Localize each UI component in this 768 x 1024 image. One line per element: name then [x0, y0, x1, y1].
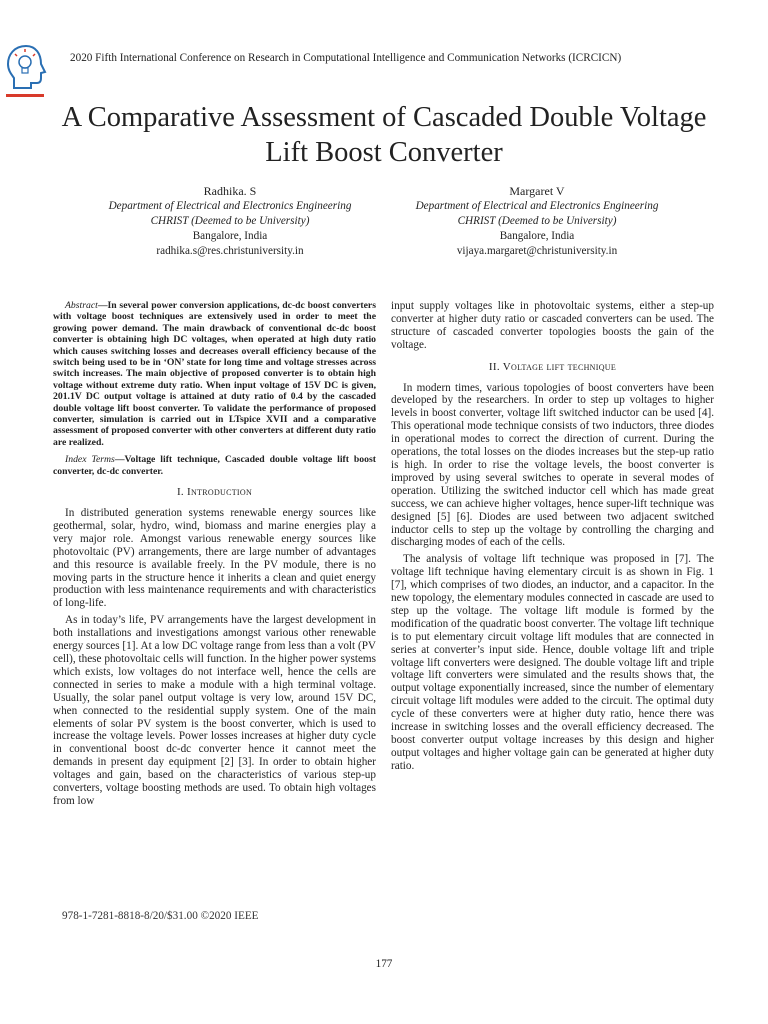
- paper-title: A Comparative Assessment of Cascaded Double Voltage Lift Boost Converter: [61, 102, 707, 168]
- body-paragraph: In modern times, various topologies of boost converters have been developed by the researchers. In order to step up voltages to higher levels in boost converter, voltage lift switched inductor can be used [4]. This operational mode technique consists of two inductors, three diodes in operational modes to correct the direction of current. During the operations, the total losses on the diodes increases but the step-up ratio is high. In order to rise the voltage levels, the boost converter is improved by using several switches to operate in several modes of operation. Utilizing the switched inductor cell which has made great success, we can achieve higher voltages, hence super-lift technique was designed [5] [6]. Diodes are used between two adjacent switched inductor cells to step up the voltage by controlling the charging and discharging modes of each of the cells.: [391, 381, 714, 549]
- body-paragraph: The analysis of voltage lift technique was proposed in [7]. The voltage lift technique having elementary circuit is as shown in Fig. 1 [7], which comprises of two diodes, an inductor, and a capacitor. In the new topology, the elementary modules connected in cascade are used to step up the voltage. The voltage lift module is formed by the modification of the quadratic boost converter. The voltage lift technique is to put elementary circuit voltage lift modules that are connected in series at converter’s input side. Hence, double voltage lift and triple voltage lift converters were designed. The double voltage lift and triple voltage lift converters were simulated and the results shows that, the output voltage exponentially increased, since the number of elementary circuit voltage lift modules were added to the circuit. The optimal duty cycle of these converters were at higher duty ratio, hence there was increase in switching losses and the overall efficiency decreased. The boost converter output voltage increases by this design and higher output voltages and higher voltage gain can be generated at higher duty ratio.: [391, 553, 714, 772]
- page-number: 177: [375, 958, 393, 970]
- author-email: radhika.s@res.christuniversity.in: [156, 245, 304, 257]
- author-email: vijaya.margaret@christuniversity.in: [456, 245, 618, 257]
- abstract-text: —In several power conversion applications, dc-dc boost converters with voltage boost techniques are extensively used in order to meet the growing power demand. The main drawback of conventional dc-dc boost converter is obtaining high DC voltages, when operated at high duty ratio which causes switching losses and decreases overall efficiency because of the switch being used to be in ‘ON’ state for long time and voltage stresses across switch increases. The main objective of proposed converter is to obtain high voltage without extreme duty ratio. When input voltage of 15V DC is given, 201.1V DC output voltage is attained at duty ratio of 0.4 by the cascaded double voltage lift boost converter. To validate the performance of proposed converter, simulation is carried out in LTspice XVII and a comparative assessment of proposed converter with other converters at different duty ratio are realized.: [53, 300, 376, 448]
- author-department: Department of Electrical and Electronics Engineering: [415, 200, 659, 212]
- right-column: [391, 300, 714, 773]
- author-block-2: [387, 184, 687, 259]
- author-institution: CHRIST (Deemed to be University): [150, 215, 310, 227]
- body-paragraph: input supply voltages like in photovoltaic systems, either a step-up converter at higher duty ratio or cascaded converters can be used. The structure of cascaded converter topologies boosts the gain of the voltage.: [391, 300, 714, 351]
- index-terms: [53, 454, 376, 477]
- section-heading-voltage-lift: II. Voltage lift technique: [488, 360, 617, 373]
- section-heading-introduction: I. Introduction: [176, 486, 253, 499]
- author-name: Radhika. S: [203, 184, 257, 198]
- author-department: Department of Electrical and Electronics Engineering: [108, 200, 352, 212]
- abstract: [53, 300, 376, 448]
- author-name: Margaret V: [509, 184, 565, 198]
- author-block-1: [80, 184, 380, 259]
- author-location: Bangalore, India: [192, 230, 268, 242]
- left-column: [53, 300, 376, 808]
- body-paragraph: As in today’s life, PV arrangements have the largest development in both installations and investigations amongst various other renewable energy sources [1]. At a low DC voltage range from less than a volt (PV cell), these photovoltaic cells will function. In the higher power systems which exists, low voltages do not interface well, hence the cells are connected in series to make a module with a high terminal voltage. Usually, the solar panel output voltage is very low, around 15V DC, when connected to the residential supply system. One of the main elements of solar PV system is the boost converter, which is used to increase the voltage levels. Power losses increases at higher duty cycle in conventional boost dc-dc converter hence it cannot meet the demands in present day equipment [2] [3]. In order to obtain higher voltages and gain, based on the characteristics of various step-up converters, voltage boosting methods are used. To obtain high voltages from low: [53, 614, 376, 807]
- conference-header: 2020 Fifth International Conference on Research in Computational Intelligence and Communication Networks (ICRCICN): [70, 52, 622, 64]
- conference-logo-icon: [3, 40, 49, 102]
- body-paragraph: In distributed generation systems renewable energy sources like geothermal, solar, hydro, wind, biomass and marine energies play a very major role. Amongst various renewable energy sources like photovoltaic (PV) arrangements, there are large number of advantages and this resource is available freely. In the PV module, there is no moving parts in the structure hence it inherits a clean and quiet energy production with less maintenance requirements and with characteristics of long-life.: [53, 507, 376, 610]
- author-institution: CHRIST (Deemed to be University): [457, 215, 617, 227]
- index-terms-text: —Voltage lift technique, Cascaded double voltage lift boost converter, dc-dc converter.: [53, 454, 376, 477]
- author-location: Bangalore, India: [499, 230, 575, 242]
- abstract-lead: Abstract: [65, 300, 98, 311]
- index-terms-lead: Index Terms: [65, 454, 115, 466]
- copyright-notice: 978-1-7281-8818-8/20/$31.00 ©2020 IEEE: [62, 910, 259, 922]
